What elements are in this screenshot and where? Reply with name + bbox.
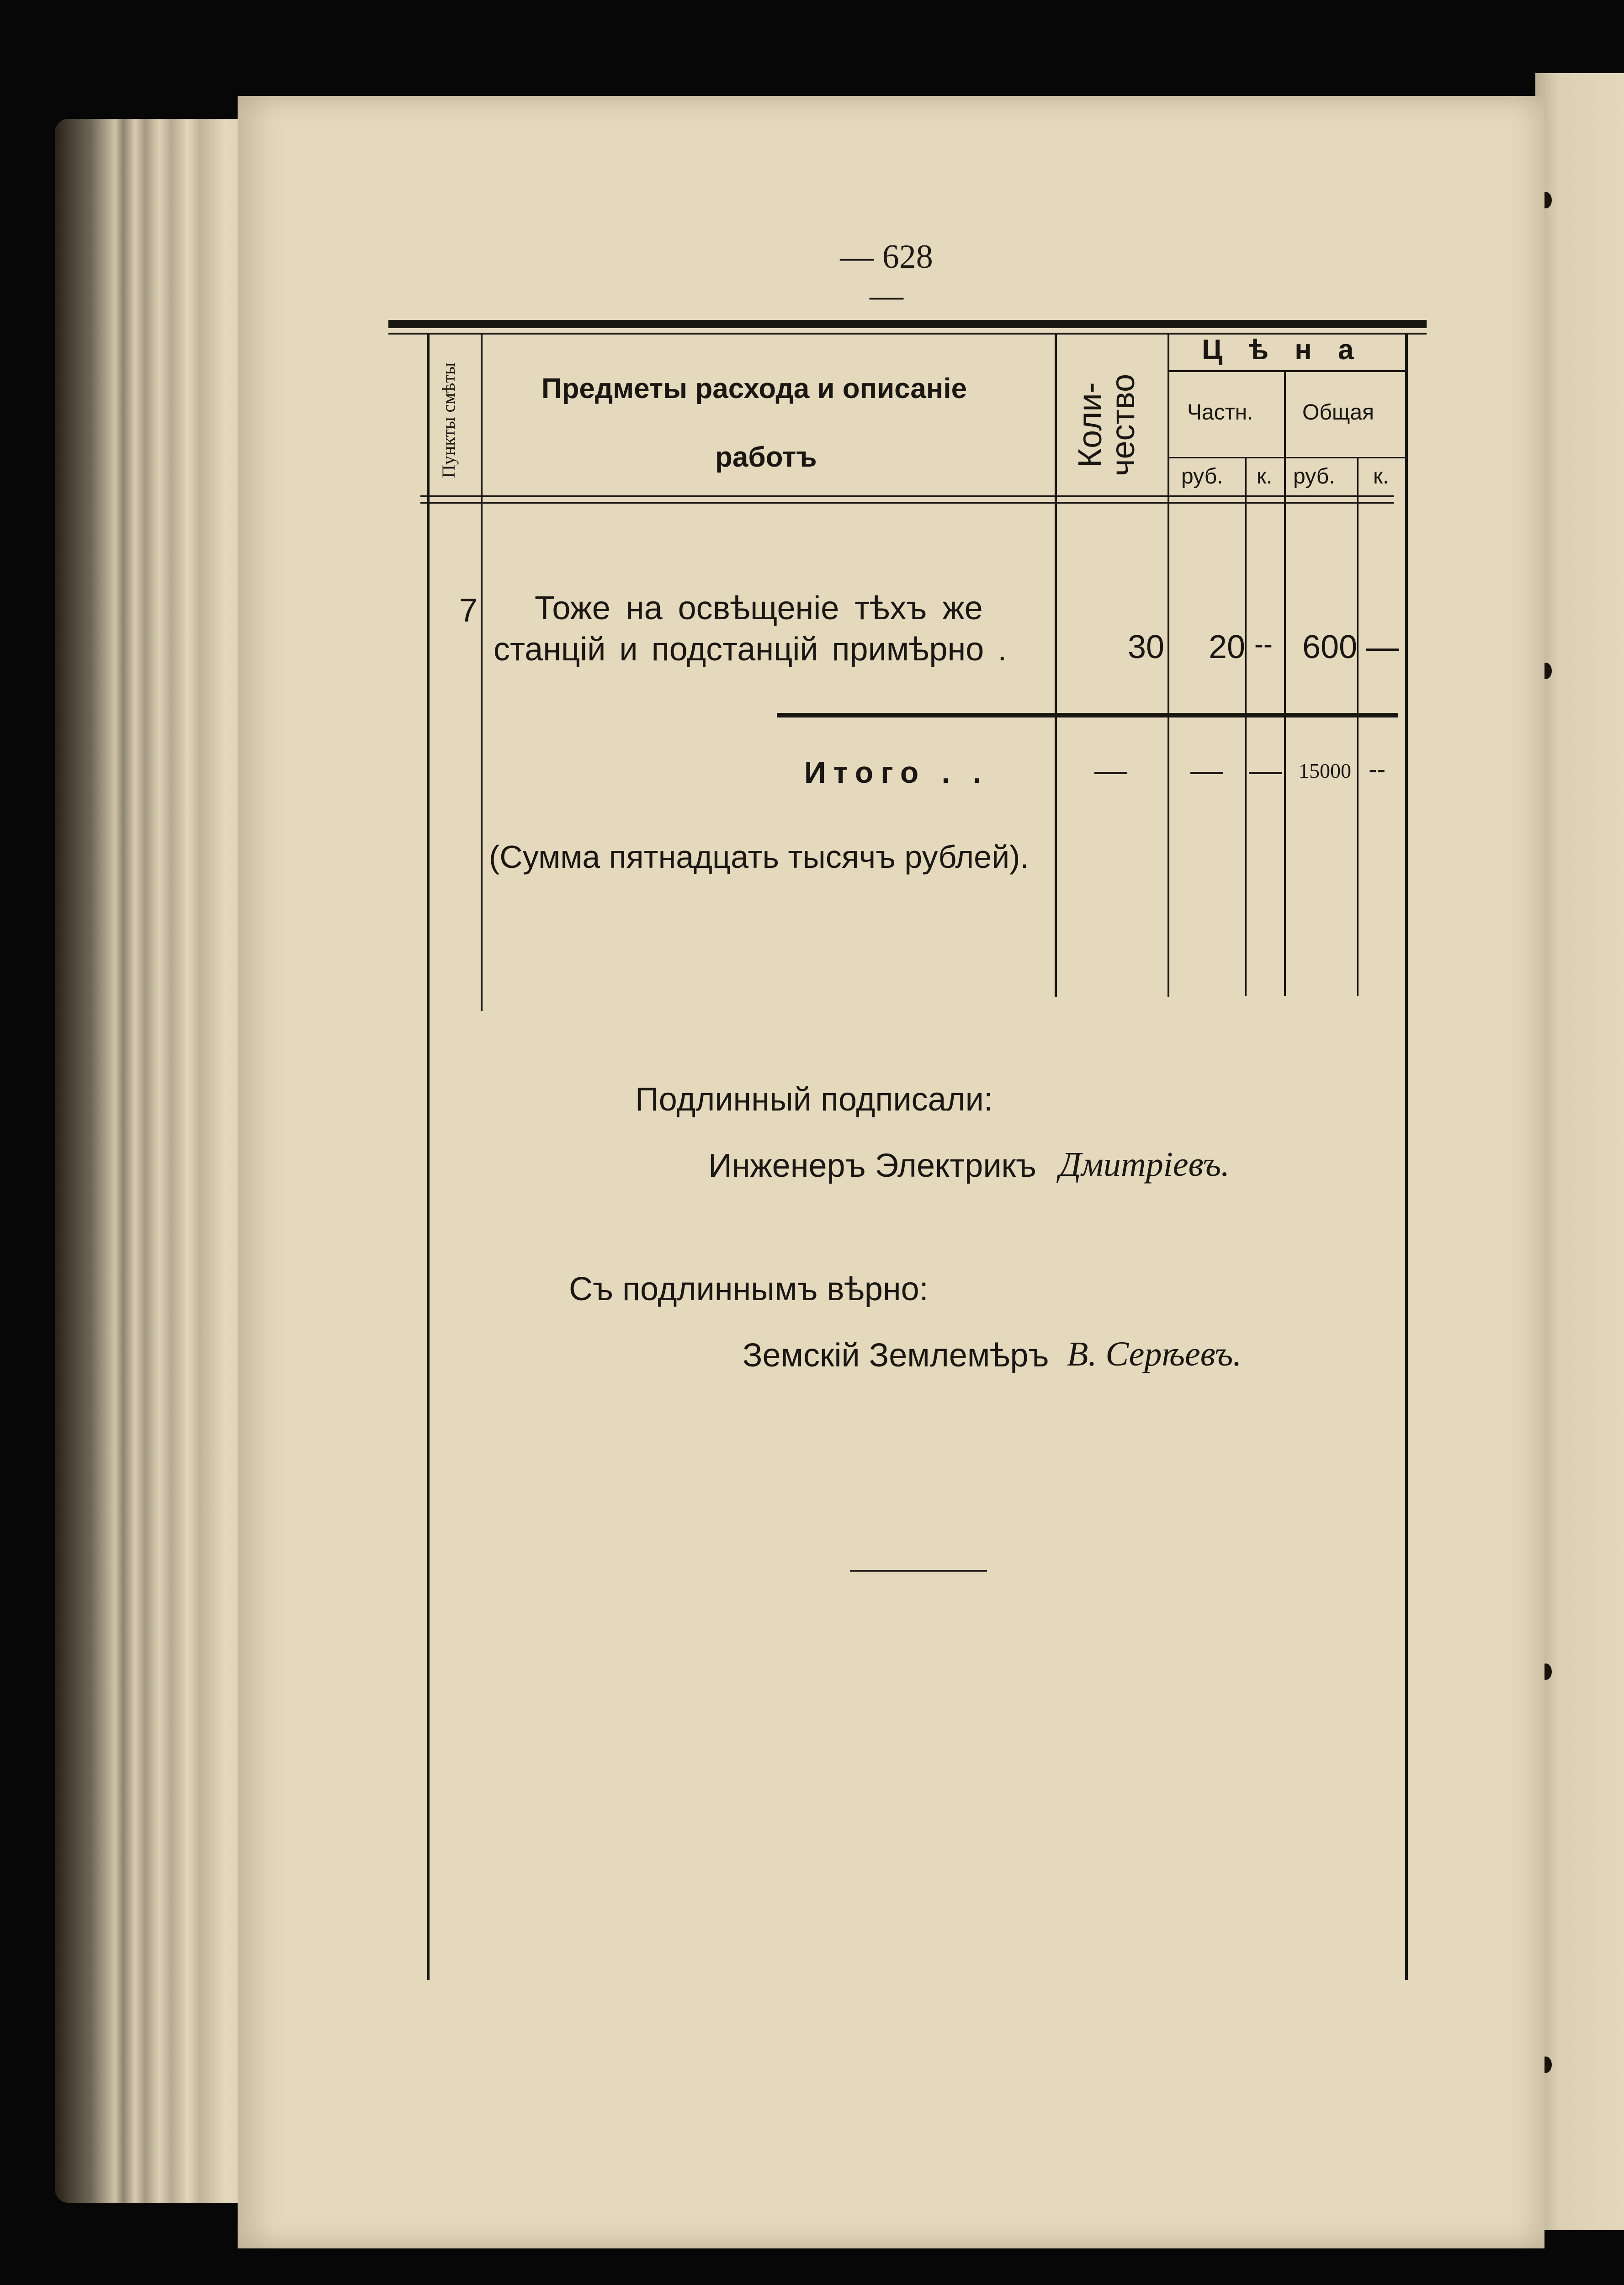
- header-unit-kop: к.: [1257, 464, 1273, 489]
- row-unit-rub: 20: [1209, 629, 1246, 665]
- row-unit-kop: --: [1254, 629, 1273, 659]
- price-group-rule: [1168, 370, 1405, 372]
- row-description-line1: Тоже на освѣщеніе тѣхъ же: [535, 590, 983, 627]
- surveyor-title: Земскій Землемѣръ: [743, 1337, 1049, 1374]
- header-quantity: Коли- чество: [1072, 374, 1141, 477]
- signed-label: Подлинный подписали:: [635, 1081, 993, 1118]
- engineer-name: Дмитріевъ.: [1059, 1145, 1230, 1184]
- rule-qty: [1168, 335, 1169, 997]
- row-total-kop: —: [1366, 629, 1399, 665]
- header-description-line2: работъ: [715, 441, 817, 473]
- total-total-rub: 15000: [1299, 759, 1351, 782]
- price-sub-rule: [1168, 457, 1405, 458]
- rule-unit: [1284, 370, 1286, 996]
- rule-total-rub: [1357, 457, 1359, 996]
- engineer-title: Инженеръ Электрикъ: [708, 1148, 1037, 1184]
- header-total-rub: руб.: [1293, 464, 1335, 489]
- surveyor-name: В. Серѣевъ.: [1067, 1335, 1242, 1373]
- totals-rule: [777, 713, 1398, 717]
- total-total-kop: --: [1369, 755, 1386, 783]
- total-quantity: —: [1094, 752, 1127, 789]
- row-description-line2: станцій и подстанцій примѣрно .: [494, 631, 1007, 668]
- true-copy-label: Съ подлиннымъ вѣрно:: [569, 1271, 929, 1307]
- total-unit-kop: —: [1249, 752, 1282, 789]
- row-quantity: 30: [1128, 629, 1165, 665]
- header-unit-price: Частн.: [1187, 400, 1253, 425]
- header-description-line1: Предметы расхода и описаніе: [541, 373, 967, 404]
- header-total-kop: к.: [1373, 464, 1389, 489]
- header-bottom-rule-2: [420, 502, 1394, 504]
- rule-right: [1405, 335, 1408, 1980]
- rule-left: [427, 335, 430, 1980]
- rule-desc: [1055, 335, 1057, 997]
- page-number: — 628 —: [840, 238, 933, 314]
- rule-unit-rub: [1245, 457, 1247, 996]
- facing-page-edge: [1535, 73, 1624, 2230]
- header-item-number: Пункты смѣты: [438, 362, 459, 478]
- header-bottom-rule: [420, 495, 1394, 497]
- header-price: Ц ѣ н а: [1202, 334, 1363, 366]
- header-total-price: Общая: [1302, 400, 1375, 425]
- row-number: 7: [459, 592, 478, 629]
- total-unit-rub: —: [1190, 752, 1223, 789]
- closing-rule: [850, 1570, 987, 1572]
- total-label: Итого . .: [804, 755, 989, 789]
- rule-item: [481, 335, 483, 1011]
- header-unit-rub: руб.: [1181, 464, 1223, 489]
- book-page-edges: [55, 119, 256, 2203]
- table-top-rule: [388, 320, 1427, 328]
- sum-in-words: (Сумма пятнадцать тысячъ рублей).: [489, 839, 1029, 875]
- row-total-rub: 600: [1302, 629, 1358, 665]
